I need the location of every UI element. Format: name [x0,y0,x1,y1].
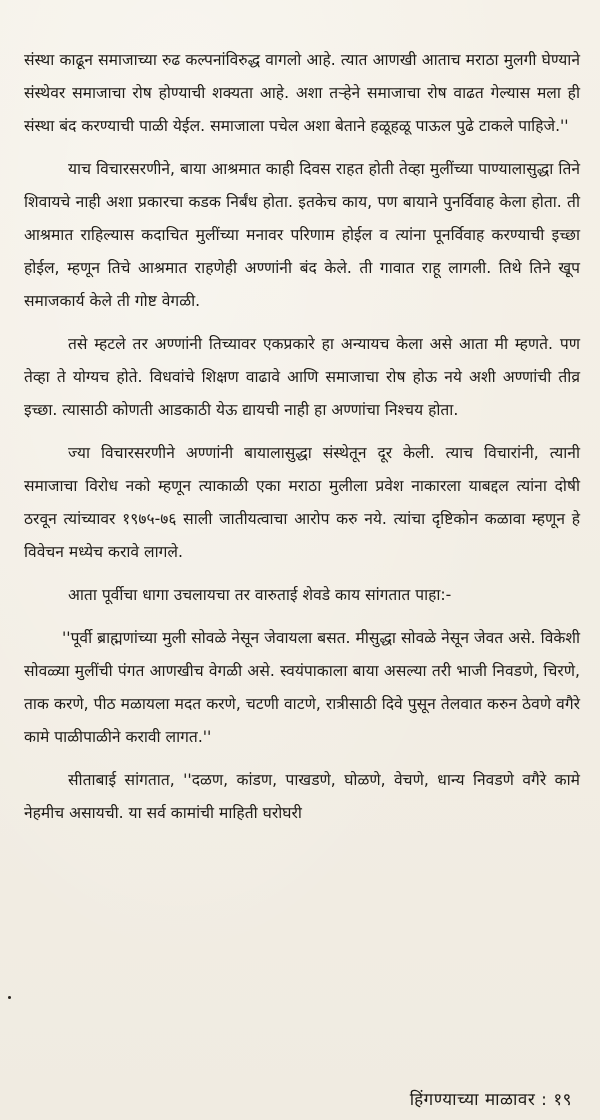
paragraph: याच विचारसरणीने, बाया आश्रमात काही दिवस राहत होती तेव्हा मुलींच्या पाण्यालासुद्धा तिने शिवायचे नाही अशा प्रकारचा कडक निर्बंध होता. इतकेच काय, पण बायाने पुनर्विवाह केला होता. ती आश्रमात राहिल्यास कदाचित मुलींच्या मनावर परिणाम होईल व त्यांना पूनर्विवाह करण्याची इच्छा होईल, म्हणून तिचे आश्रमात राहणेही अण्णांनी बंद केले. ती गावात राहू लागली. तिथे तिने खूप समाजकार्य केले ती गोष्ट वेगळी. [24,160,580,310]
block-quote: ''पूर्वी ब्राह्मणांच्या मुली सोवळे नेसून जेवायला बसत. मीसुद्धा सोवळे नेसून जेवत असे. विकेशी सोवळ्या मुलींची पंगत आणखीच वेगळी असे. स्वयंपाकाला बाया असल्या तरी भाजी निवडणे, चिरणे, ताक करणे, पीठ मळायला मदत करणे, चटणी वाटणे, रात्रीसाठी दिवे पुसून तेलवात करुन ठेवणे वगैरे कामे पाळीपाळीने करावी लागत.'' [24,629,580,746]
page-footer [410,1087,572,1110]
paragraph: ज्या विचारसरणीने अण्णांनी बायालासुद्धा संस्थेतून दूर केली. त्याच विचारांनी, त्यानी समाजाचा विरोध नको म्हणून त्याकाळी एका मराठा मुलीला प्रवेश नाकारला याबद्दल त्यांना दोषी ठरवून त्यांच्यावर १९७५-७६ साली जातीयत्वाचा आरोप करु नये. त्यांचा दृष्टिकोन कळावा म्हणून हे विवेचन मध्येच करावे लागले. [24,444,580,561]
paragraph: सीताबाई सांगतात, ''दळण, कांडण, पाखडणे, घोळणे, वेचणे, धान्य निवडणे वगैरे कामे नेहमीच असायची. या सर्व कामांची माहिती घरोघरी [24,771,580,822]
stray-mark [8,996,11,999]
page-number: १९ [553,1090,572,1110]
body-text [24,44,580,830]
running-title: हिंगण्याच्या माळावर : [409,1090,548,1110]
paragraph-continued: संस्था काढून समाजाच्या रुढ कल्पनांविरुद्ध वागलो आहे. त्यात आणखी आताच मराठा मुलगी घेण्याने संस्थेवर समाजाचा रोष होण्याची शक्यता आहे. अशा तऱ्हेने समाजाचा रोष वाढत गेल्यास मला ही संस्था बंद करण्याची पाळी येईल. समाजाला पचेल अशा बेताने हळूहळू पाऊल पुढे टाकले पाहिजे.'' [24,51,580,135]
paragraph: तसे म्हटले तर अण्णांनी तिच्यावर एकप्रकारे हा अन्यायच केला असे आता मी म्हणते. पण तेव्हा ते योग्यच होते. विधवांचे शिक्षण वाढावे आणि समाजाचा रोष होऊ नये अशी अण्णांची तीव्र इच्छा. त्यासाठी कोणती आडकाठी येऊ द्यायची नाही हा अण्णांचा निश्चय होता. [24,335,580,419]
paragraph: आता पूर्वीचा धागा उचलायचा तर वारुताई शेवडे काय सांगतात पाहा:- [68,586,452,604]
